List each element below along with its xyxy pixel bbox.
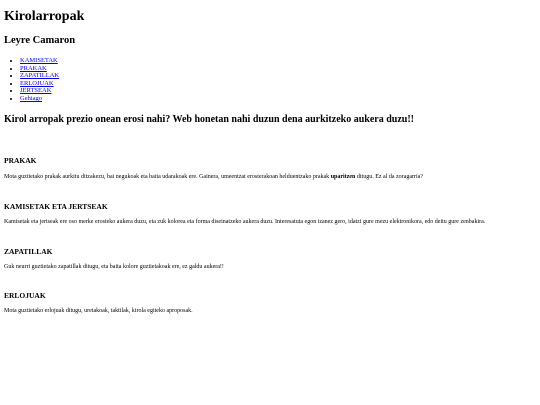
nav-link-erlojuak[interactable]: ERLOJUAK	[20, 79, 54, 87]
section-zapatillak	[4, 247, 536, 272]
section-heading-zapatillak: ZAPATILLAK	[4, 246, 53, 256]
section-heading-prakak: PRAKAK	[4, 155, 37, 165]
nav-item-kamisetak	[20, 57, 536, 65]
section-heading-erlojuak: ERLOJUAK	[4, 291, 46, 301]
nav-item-prakak	[20, 65, 536, 73]
prakak-text-part2: ditugu. Ez al da zoragarria?	[355, 173, 423, 180]
author-name: Leyre Camaron	[4, 35, 76, 46]
nav-link-prakak[interactable]: PRAKAK	[20, 64, 47, 72]
nav-link-kamisetak[interactable]: KAMISETAK	[20, 57, 58, 64]
nav-link-zapatillak[interactable]: ZAPATILLAK	[20, 72, 60, 80]
nav-link-jertseak[interactable]: JERTSEAK	[20, 87, 52, 95]
nav-item-jertseak	[20, 87, 536, 95]
section-text-kamisetak: Kamisetak eta jertseak ere oso merke erosteko aukera duzu, eta zuk kolorea eta forma diseinatzeko aukera duzu. Interesatuta egon izanez gero, idatzi gure mezu elektronikora, edo deitu gure zenbakira.	[4, 219, 486, 226]
tagline: Kirol arropak prezio onean erosi nahi? Web honetan nahi duzun dena aurkitzeko aukera duzu!!	[4, 113, 414, 125]
nav-link-gehiago[interactable]: Gehiago	[20, 94, 43, 102]
nav-list	[4, 57, 536, 103]
nav-item-zapatillak	[20, 72, 536, 80]
nav-item-erlojuak	[20, 80, 536, 88]
section-kamisetak	[4, 202, 536, 227]
prakak-text-part1: Mota guztietako prakak aurkitu ditzakezu, bai negukoak eta baita udarakoak ere. Gainera, umeentzat erosterakoan helduentzako prakak	[4, 173, 331, 180]
section-text-erlojuak: Mota guztietako erlojuak ditugu, uretakoak, taktilak, kirola egiteko aproposak.	[4, 308, 193, 315]
section-text-prakak	[4, 173, 536, 182]
section-text-zapatillak: Guk neurri guztietako zapatillak ditugu, eta baita kolore guztietakoak ere, ez galdu aukera!!	[4, 263, 224, 270]
prakak-text-bold: uparitzen	[330, 173, 356, 180]
section-heading-kamisetak: KAMISETAK ETA JERTSEAK	[4, 202, 108, 212]
section-erlojuak	[4, 291, 536, 316]
site-title: Kirolarropak	[4, 9, 85, 24]
section-prakak	[4, 156, 536, 182]
nav-item-gehiago	[20, 95, 536, 103]
